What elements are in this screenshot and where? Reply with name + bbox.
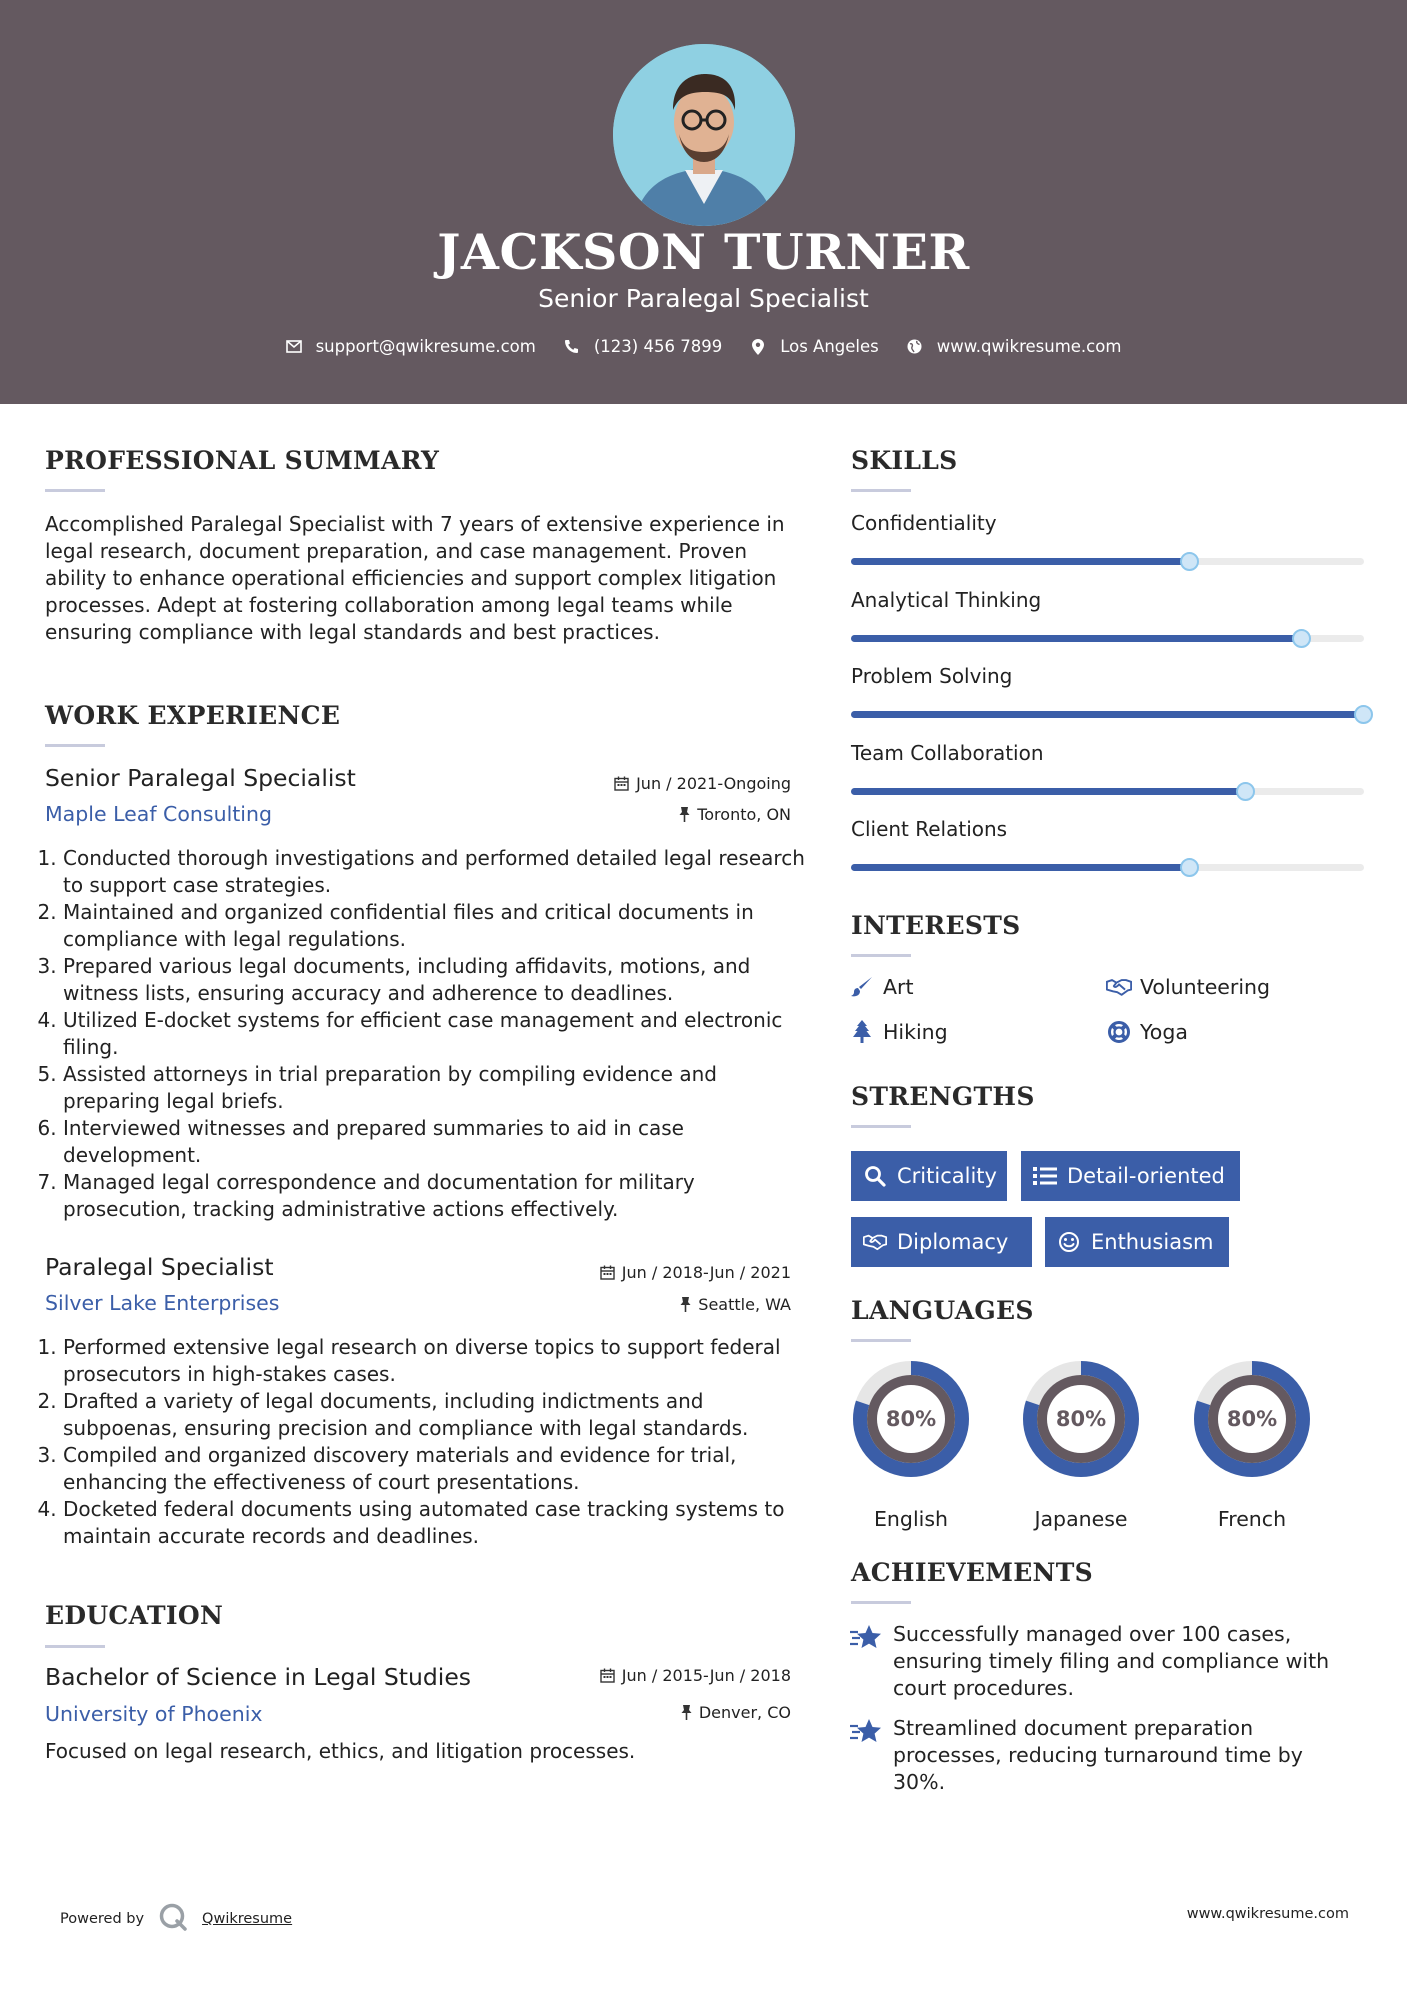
section-divider xyxy=(851,1601,911,1604)
list-item: 7. Managed legal correspondence and documentation for military prosecution, tracking administrative actions effectively. xyxy=(63,1169,805,1223)
language-percent: 80% xyxy=(1226,1407,1278,1431)
strength-badge-enthusiasm xyxy=(1045,1217,1229,1267)
interest-item-hiking xyxy=(849,1019,948,1045)
skill-bar xyxy=(851,788,1364,795)
language-percent: 80% xyxy=(1055,1407,1107,1431)
contact-location xyxy=(750,337,879,356)
section-divider xyxy=(851,1125,911,1128)
section-divider xyxy=(851,1339,911,1342)
handshake-icon xyxy=(1106,974,1132,1000)
skill-label: Confidentiality xyxy=(851,511,997,535)
pushpin-icon xyxy=(680,1297,691,1312)
strength-label: Enthusiasm xyxy=(1091,1230,1214,1254)
job-location-text: Toronto, ON xyxy=(697,805,791,824)
achievement-text: Successfully managed over 100 cases, ensuring timely filing and compliance with court procedures. xyxy=(893,1622,1330,1700)
list-item: 6. Interviewed witnesses and prepared summaries to aid in case development. xyxy=(63,1115,805,1169)
interest-label: Art xyxy=(883,975,914,999)
paintbrush-icon xyxy=(849,974,875,1000)
contact-website-text: www.qwikresume.com xyxy=(936,337,1122,356)
contact-phone[interactable] xyxy=(564,337,722,356)
contact-bar xyxy=(0,337,1407,356)
education-location xyxy=(681,1703,791,1722)
achievement-item xyxy=(849,1621,1359,1702)
qwikresume-logo-icon xyxy=(158,1902,188,1936)
education-heading: EDUCATION xyxy=(45,1601,224,1630)
interest-label: Yoga xyxy=(1140,1020,1188,1044)
lifering-icon xyxy=(1106,1019,1132,1045)
skill-bar xyxy=(851,864,1364,871)
powered-by-text: Powered by xyxy=(60,1911,145,1927)
languages-heading: LANGUAGES xyxy=(851,1296,1034,1325)
search-icon xyxy=(863,1164,887,1188)
job-company: Silver Lake Enterprises xyxy=(45,1291,280,1315)
star-icon xyxy=(849,1623,883,1653)
job-responsibilities xyxy=(45,845,805,1223)
contact-email-text: support@qwikresume.com xyxy=(315,337,536,356)
section-divider xyxy=(851,489,911,492)
language-percent: 80% xyxy=(885,1407,937,1431)
calendar-icon xyxy=(614,776,629,791)
language-name: Japanese xyxy=(1034,1507,1128,1531)
language-item xyxy=(1192,1359,1312,1531)
school-name: University of Phoenix xyxy=(45,1702,263,1726)
interest-item-yoga xyxy=(1106,1019,1188,1045)
summary-text: Accomplished Paralegal Specialist with 7 years of extensive experience in legal research, document preparation, and case management. Proven ability to enhance operational efficiencies and support complex litigation processes. Adept at fostering collaboration among legal teams while ensuring compliance with legal standards and best practices. xyxy=(45,512,785,644)
interest-item-volunteering xyxy=(1106,974,1270,1000)
job-dates-text: Jun / 2021-Ongoing xyxy=(636,774,791,793)
pushpin-icon xyxy=(679,807,690,822)
job-dates-text: Jun / 2018-Jun / 2021 xyxy=(621,1263,791,1282)
strengths-heading: STRENGTHS xyxy=(851,1082,1035,1111)
strength-badge-diplomacy xyxy=(851,1217,1032,1267)
section-divider xyxy=(851,954,911,957)
job-title: Paralegal Specialist xyxy=(45,1253,274,1281)
job-dates xyxy=(600,1263,791,1282)
skill-bar-knob xyxy=(1236,782,1255,801)
language-item xyxy=(851,1359,971,1531)
skill-bar-knob xyxy=(1180,552,1199,571)
education-dates xyxy=(600,1666,791,1685)
contact-location-text: Los Angeles xyxy=(780,337,879,356)
achievement-text: Streamlined document preparation processes, reducing turnaround time by 30%. xyxy=(893,1716,1303,1794)
section-divider xyxy=(45,1645,105,1648)
list-item: 5. Assisted attorneys in trial preparation by compiling evidence and preparing legal briefs. xyxy=(63,1061,805,1115)
phone-icon xyxy=(564,339,580,355)
strength-label: Detail-oriented xyxy=(1067,1164,1225,1188)
list-icon xyxy=(1033,1164,1057,1188)
contact-email[interactable] xyxy=(286,337,536,356)
strength-label: Criticality xyxy=(897,1164,997,1188)
language-item xyxy=(1021,1359,1141,1531)
contact-phone-text: (123) 456 7899 xyxy=(593,337,723,356)
profile-photo xyxy=(613,44,795,226)
list-item: 1. Performed extensive legal research on diverse topics to support federal prosecutors in high-stakes cases. xyxy=(63,1334,805,1388)
education-location-text: Denver, CO xyxy=(698,1703,791,1722)
calendar-icon xyxy=(600,1668,615,1683)
language-name: French xyxy=(1217,1507,1287,1531)
interest-label: Volunteering xyxy=(1140,975,1271,999)
skill-bar-fill xyxy=(851,788,1246,795)
job-title: Senior Paralegal Specialist xyxy=(45,764,356,792)
footer-powered-by xyxy=(60,1902,292,1936)
skill-bar-fill xyxy=(851,635,1302,642)
education-note: Focused on legal research, ethics, and litigation processes. xyxy=(45,1739,636,1763)
list-item: 4. Utilized E-docket systems for efficient case management and electronic filing. xyxy=(63,1007,805,1061)
skill-label: Analytical Thinking xyxy=(851,587,1042,612)
calendar-icon xyxy=(600,1265,615,1280)
skill-bar xyxy=(851,711,1364,718)
section-divider xyxy=(45,744,105,747)
list-item: 1. Conducted thorough investigations and performed detailed legal research to support case strategies. xyxy=(63,845,805,899)
skill-bar-knob xyxy=(1292,629,1311,648)
job-location-text: Seattle, WA xyxy=(698,1295,791,1314)
experience-heading: WORK EXPERIENCE xyxy=(45,701,341,730)
skill-bar-knob xyxy=(1180,858,1199,877)
summary-heading: PROFESSIONAL SUMMARY xyxy=(45,446,440,475)
skill-label: Team Collaboration xyxy=(851,740,1044,765)
interest-label: Hiking xyxy=(883,1020,948,1044)
smile-icon xyxy=(1057,1230,1081,1254)
list-item: 2. Maintained and organized confidential files and critical documents in compliance with legal regulations. xyxy=(63,899,805,953)
strength-badge-detail-oriented xyxy=(1021,1151,1240,1201)
strength-label: Diplomacy xyxy=(897,1230,1009,1254)
skill-label: Client Relations xyxy=(851,817,1008,841)
skill-bar-fill xyxy=(851,558,1190,565)
skill-bar-fill xyxy=(851,711,1364,718)
job-dates xyxy=(614,774,791,793)
globe-icon xyxy=(907,339,923,355)
list-item: 4. Docketed federal documents using automated case tracking systems to maintain accurate records and deadlines. xyxy=(63,1496,805,1550)
skill-bar xyxy=(851,558,1364,565)
job-location xyxy=(679,805,791,824)
resume-header xyxy=(0,0,1407,404)
degree-title: Bachelor of Science in Legal Studies xyxy=(45,1663,472,1691)
pushpin-icon xyxy=(681,1705,692,1720)
interest-item-art xyxy=(849,974,914,1000)
job-location xyxy=(680,1295,791,1314)
education-dates-text: Jun / 2015-Jun / 2018 xyxy=(621,1666,791,1685)
list-item: 3. Prepared various legal documents, including affidavits, motions, and witness lists, ensuring accuracy and adherence to deadlines. xyxy=(63,953,805,1007)
candidate-title: Senior Paralegal Specialist xyxy=(538,284,869,313)
skill-bar xyxy=(851,635,1364,642)
skill-bar-fill xyxy=(851,864,1190,871)
strength-badge-criticality xyxy=(851,1151,1007,1201)
achievements-heading: ACHIEVEMENTS xyxy=(851,1558,1093,1587)
language-name: English xyxy=(873,1507,949,1531)
candidate-name: JACKSON TURNER xyxy=(437,223,970,281)
section-divider xyxy=(45,489,105,492)
tree-icon xyxy=(849,1019,875,1045)
handshake-icon xyxy=(863,1230,887,1254)
star-icon xyxy=(849,1717,883,1747)
list-item: 3. Compiled and organized discovery materials and evidence for trial, enhancing the effectiveness of court presentations. xyxy=(63,1442,805,1496)
skill-bar-knob xyxy=(1354,705,1373,724)
list-item: 2. Drafted a variety of legal documents, including indictments and subpoenas, ensuring precision and compliance with legal standards. xyxy=(63,1388,805,1442)
achievement-item xyxy=(849,1715,1359,1796)
footer-website[interactable]: www.qwikresume.com xyxy=(1186,1906,1349,1922)
interests-heading: INTERESTS xyxy=(851,911,1021,940)
envelope-icon xyxy=(286,339,302,355)
map-pin-icon xyxy=(750,339,766,355)
qwikresume-link[interactable]: Qwikresume xyxy=(202,1911,293,1927)
skill-label: Problem Solving xyxy=(851,664,1013,688)
skills-heading: SKILLS xyxy=(851,446,958,475)
job-responsibilities xyxy=(45,1334,805,1550)
contact-website[interactable] xyxy=(907,337,1122,356)
job-company: Maple Leaf Consulting xyxy=(45,802,273,826)
